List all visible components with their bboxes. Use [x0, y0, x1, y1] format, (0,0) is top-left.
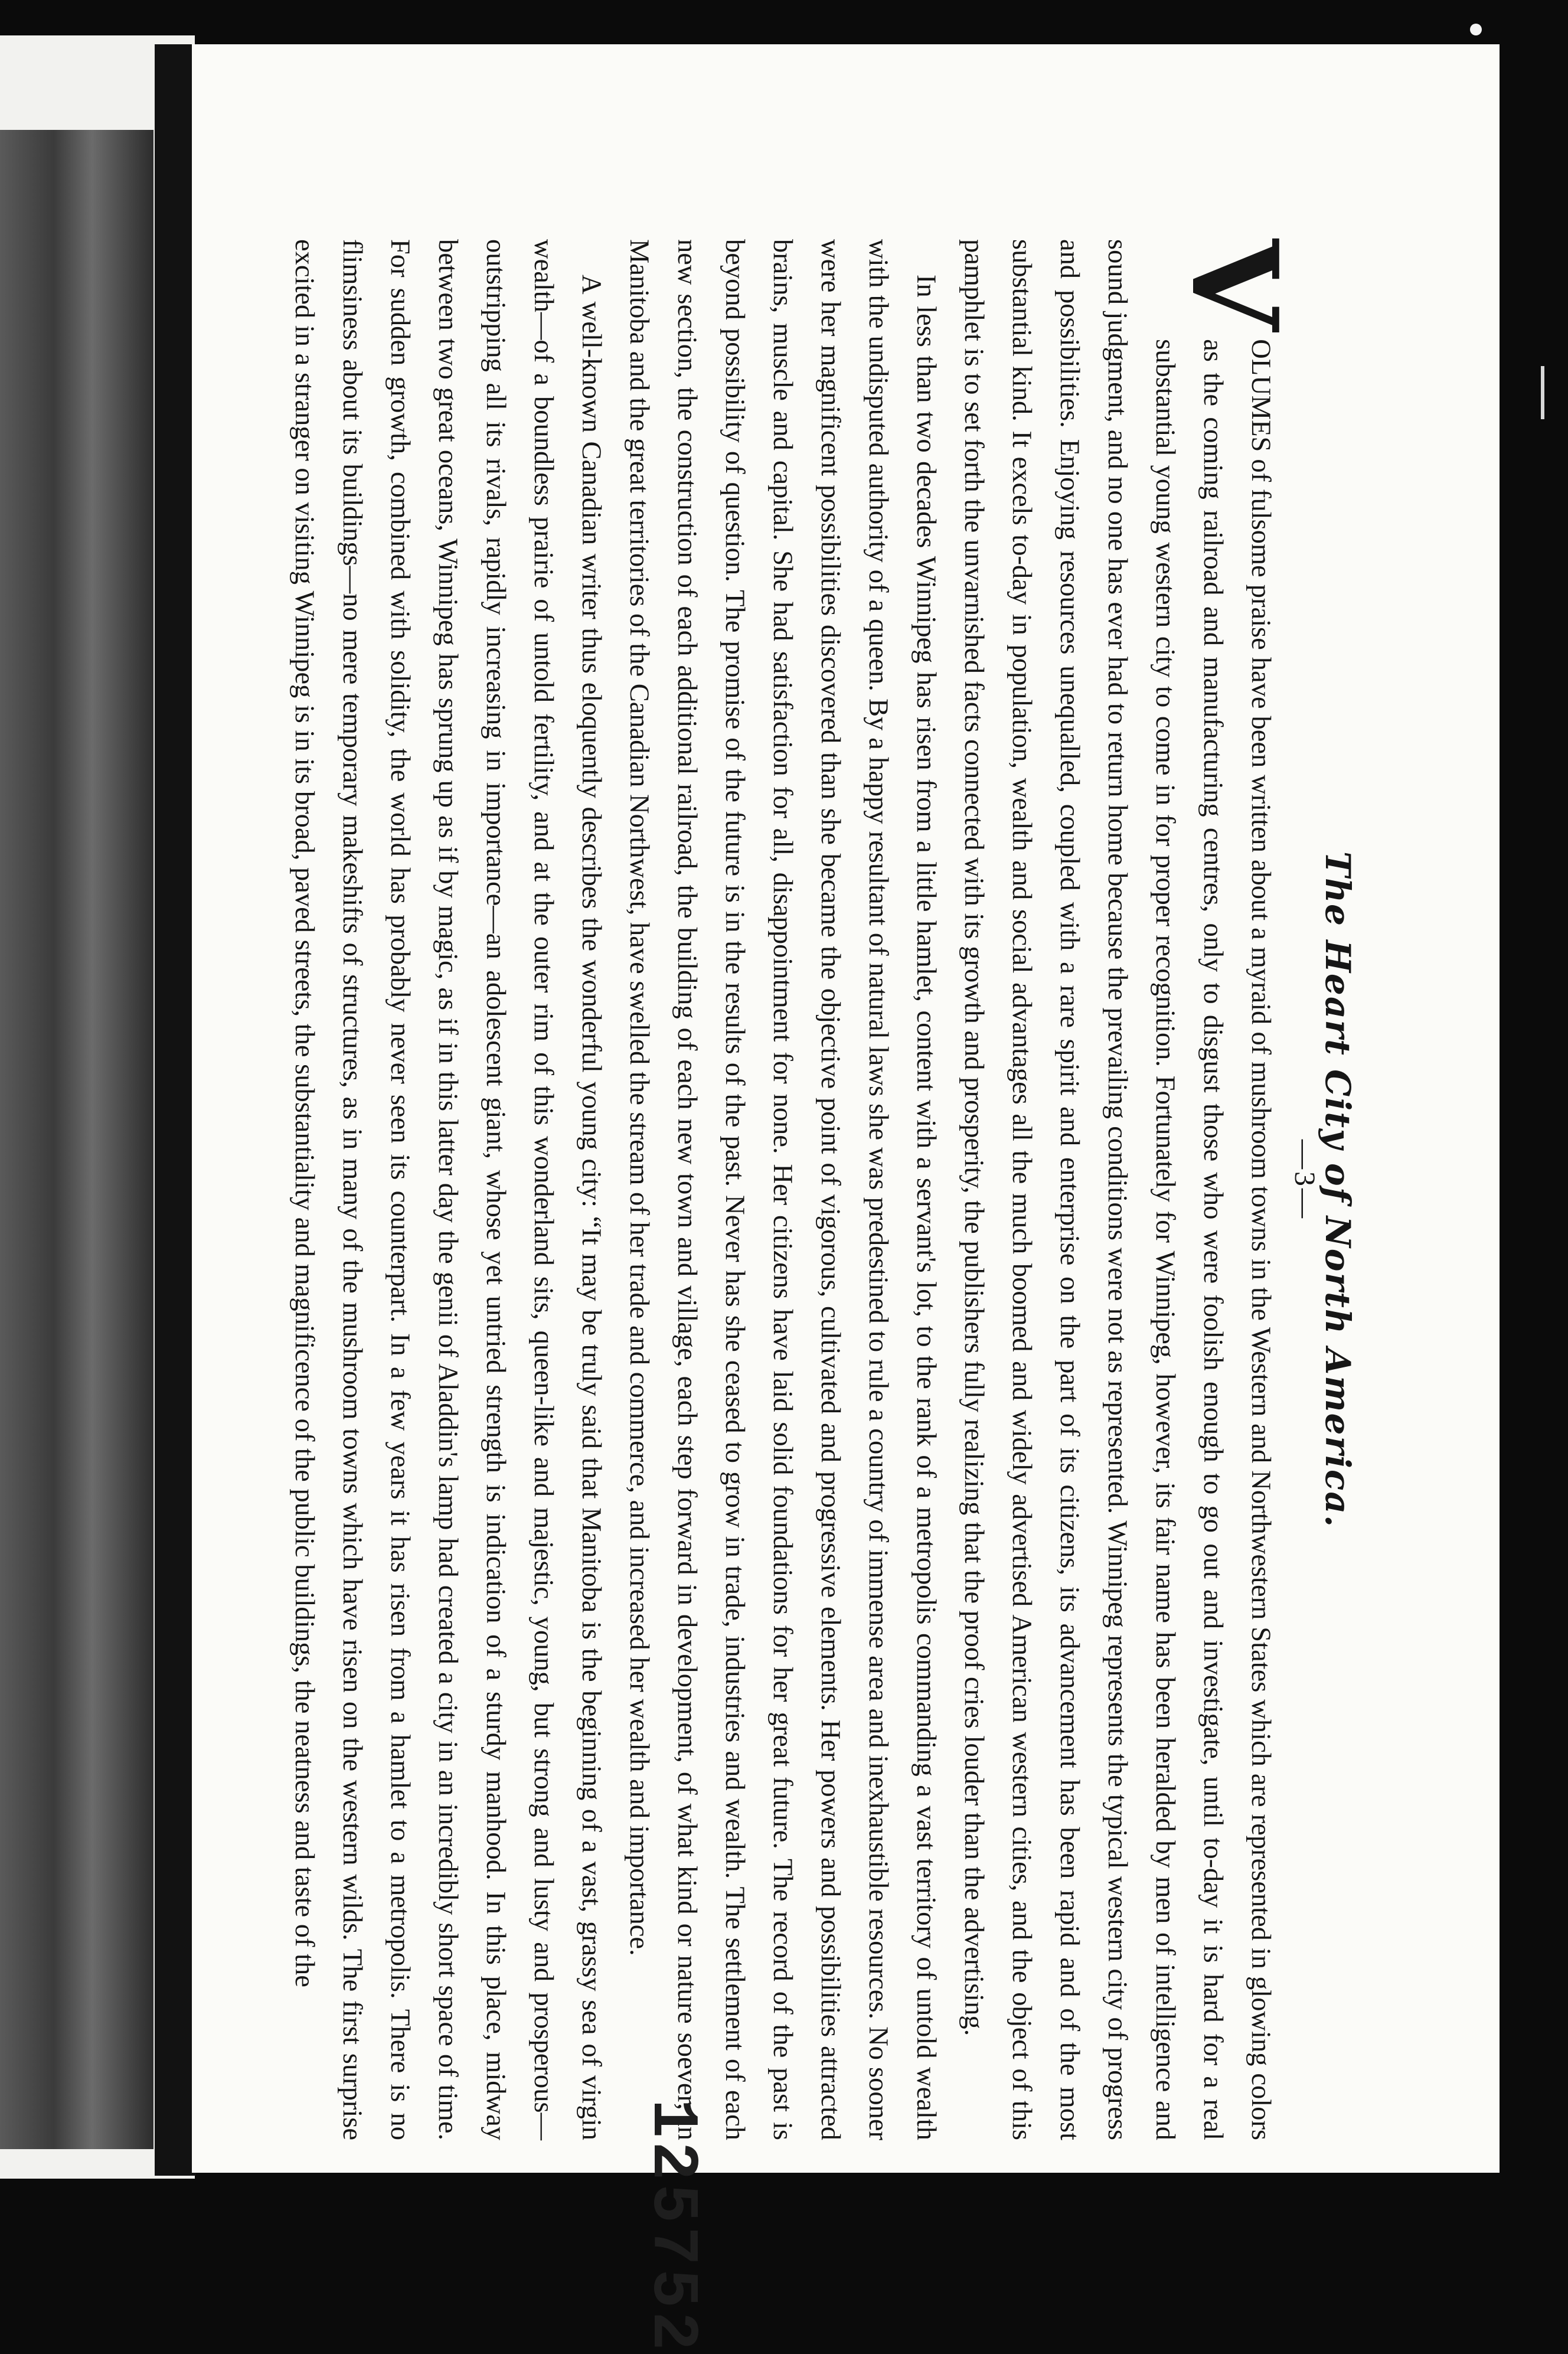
article-body: [289, 239, 1358, 2140]
scan-edge-artifact: [1541, 366, 1544, 419]
accession-stamp: 125752: [635, 2099, 708, 2354]
paragraph-3: A well-known Canadian writer thus eloquently describes the wonderful young city: “It may be truly said that Manitoba is the beginning of a vast, grassy sea of virgin wealth—of a boundless prairie of untold fertility, and at the outer rim of this wonderland sits, queen-like and majestic, young, but strong and lusty and prosperous—outstripping all its rivals, rapidly increasing in importance—an adolescent giant, whose yet untried strength is indication of a sturdy manhood. In this place, midway between two great oceans, Winnipeg has sprung up as if by magic, as if in this latter day the genii of Aladdin's lamp had created a city in an incredibly short space of time. For sudden growth, combined with solidity, the world has probably never seen its counterpart. In a few years it has risen from a hamlet to a metropolis. There is no flimsiness about its buildings—no mere temporary makeshifts of structures, as in many of the mushroom towns which have risen on the western wilds. The first surprise excited in a stranger on visiting Winnipeg is in its broad, paved streets, the substantiality and magnificence of the public buildings, the neatness and taste of the: [289, 239, 606, 2140]
paragraph-1-text: OLUMES of fulsome praise have been written about a myraid of mushroom towns in the Western and Northwestern States which are represented in glowing colors as the coming railroad and manufacturing centres, only to disgust those who were foolish enough to go out and investigate, until to-day it is hard for a real substantial young western city to come in for proper recognition. Fortunately for Winnipeg, however, its fair name has been heralded by men of intelligence and sound judgment, and no one has ever had to return home because the prevailing conditions were not as represented. Winnipeg represents the typical western city of progress and possibilities. Enjoying resources unequalled, coupled with a rare spirit and enterprise on the part of its citizens, its advancement has been rapid and of the most substantial kind. It excels to-day in population, wealth and social advantages all the much boomed and widely advertised American western cities, and the object of this pamphlet is to set forth the unvarnished facts connected with its growth and prosperity, the publishers fully realizing that the proof cries louder than the advertising.: [959, 239, 1276, 2140]
paragraph-2: In less than two decades Winnipeg has risen from a little hamlet, content with a servant's lot, to the rank of a metropolis commanding a vast territory of untold wealth with the undisputed authority of a queen. By a happy resultant of natural laws she was predestined to rule a country of immense area and inexhaustible resources. No sooner were her magnificent possibilities discovered than she became the objective point of vigorous, cultivated and progressive elements. Her powers and possibilities attracted brains, muscle and capital. She had satisfaction for all, disappointment for none. Her citizens have laid solid foundations for her great future. The record of the past is beyond possibility of question. The promise of the future is in the results of the past. Never has she ceased to grow in trade, industries and wealth. The settlement of each new section, the construction of each additional railroad, the building of each new town and village, each step forward in development, of what kind or nature soever, in Manitoba and the great territories of the Canadian Northwest, have swelled the stream of her trade and commerce, and increased her wealth and importance.: [624, 239, 941, 2140]
scan-artifact-dot: [1470, 24, 1482, 35]
page-number: —3—: [1289, 1140, 1322, 1220]
page-title: The Heart City of North America.: [1318, 851, 1358, 1529]
scan-shadow-band: [0, 130, 153, 2149]
binding-spine: [155, 44, 196, 2176]
paragraph-1: [950, 239, 1304, 2140]
drop-cap: V: [1165, 239, 1304, 331]
